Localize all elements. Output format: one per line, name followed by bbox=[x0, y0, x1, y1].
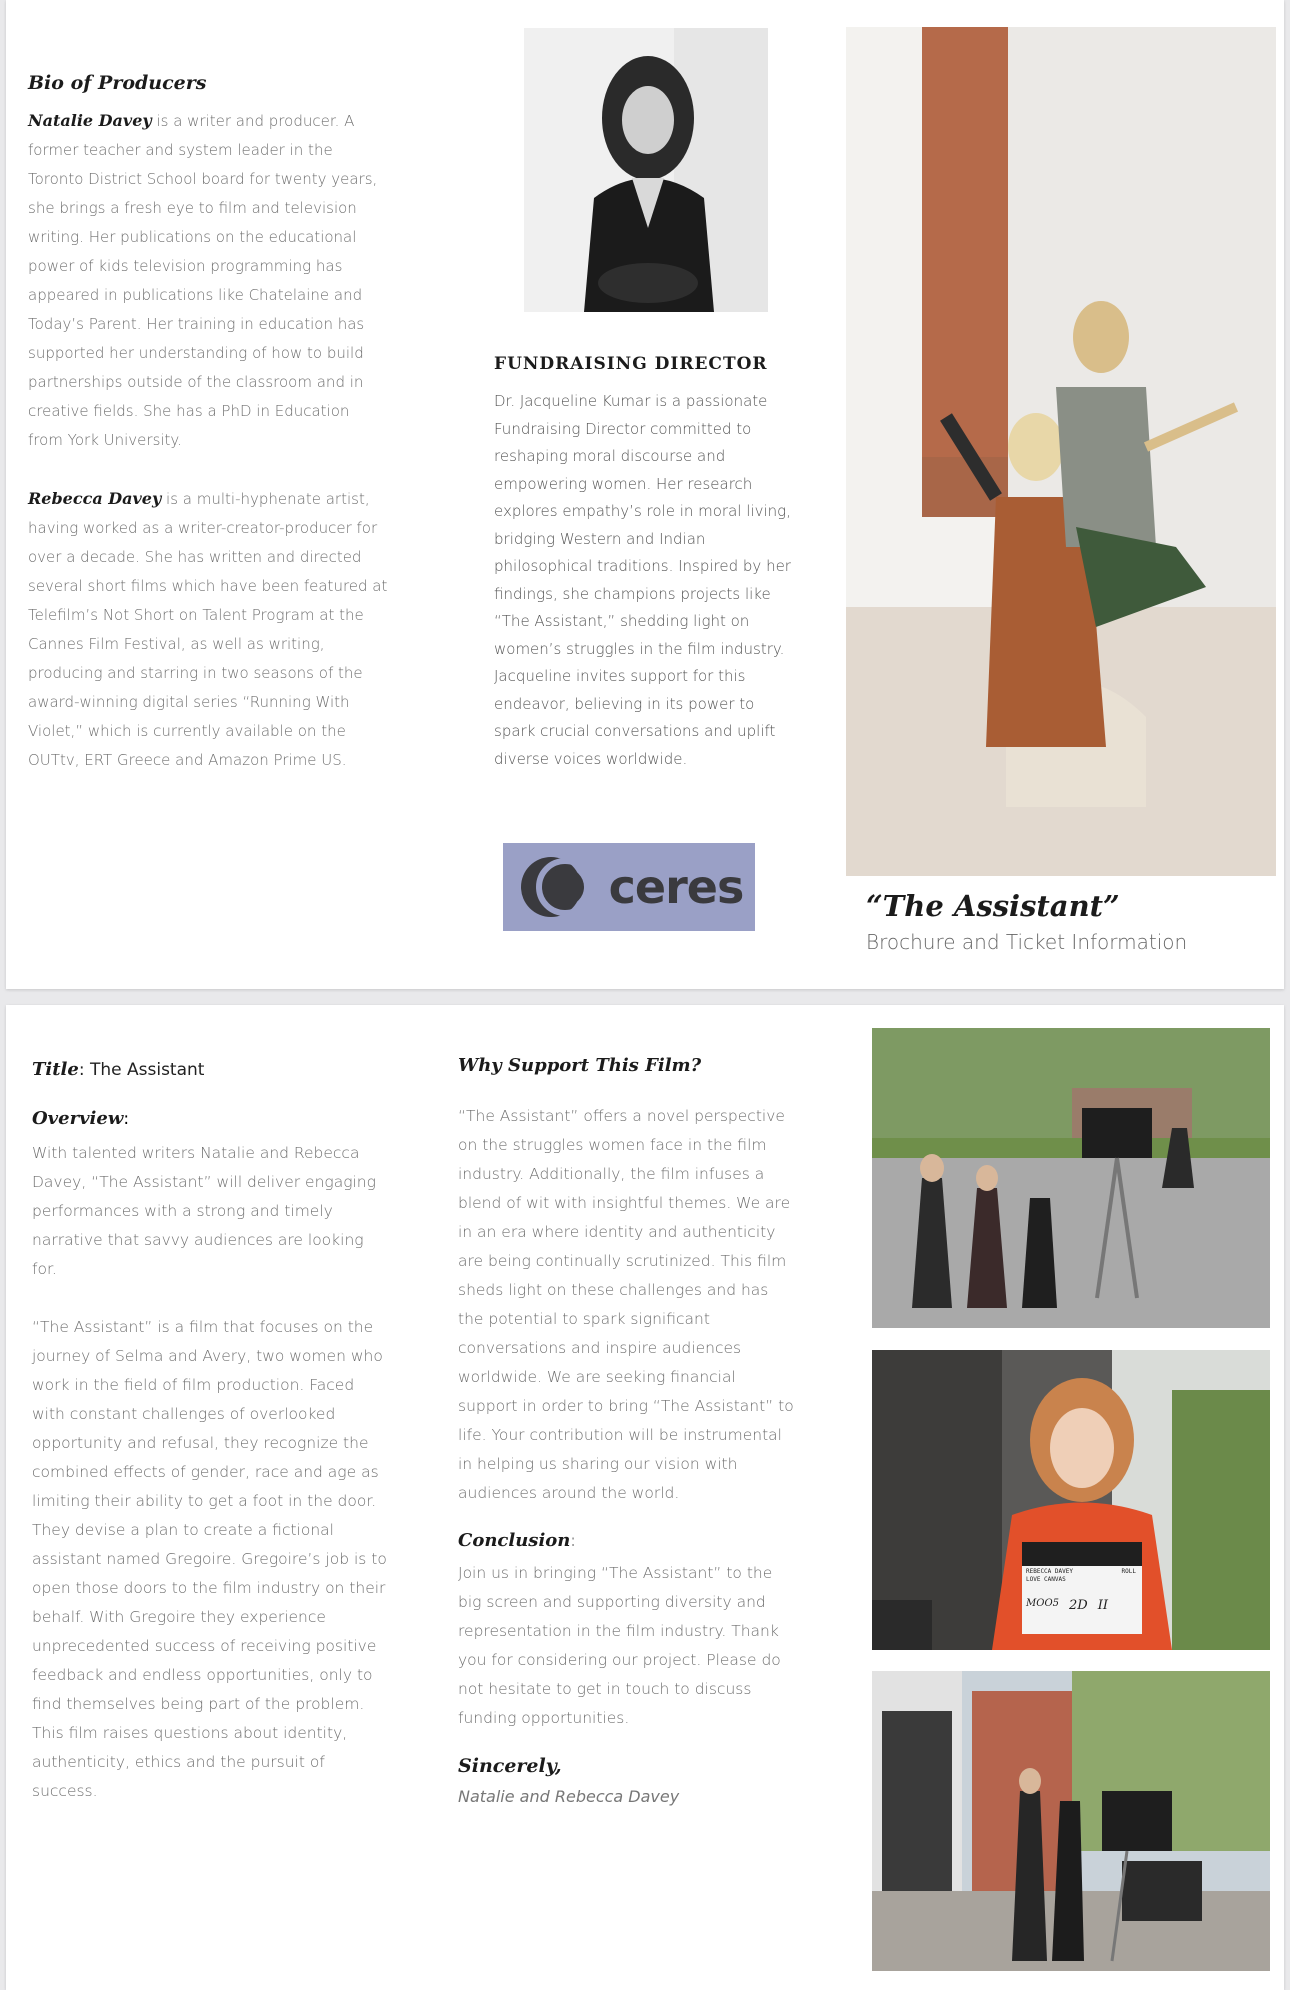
cover-title: “The Assistant” bbox=[866, 889, 1120, 923]
producers-heading: Bio of Producers bbox=[28, 72, 207, 94]
overview-label: Overview bbox=[32, 1108, 124, 1129]
sincerely-label: Sincerely, bbox=[458, 1755, 562, 1777]
film-title-line bbox=[32, 1059, 388, 1080]
cover-subtitle: Brochure and Ticket Information bbox=[866, 930, 1188, 954]
support-section bbox=[458, 1055, 798, 1806]
natalie-bio-text: is a writer and producer. A former teacher and system leader in the Toronto District School board for twenty years, she brings a fresh eye to film and television writing. Her publications on the educational power of kids television programming has appeared in publications like Chatelaine and Today’s Parent. Her training in education has supported her understanding of how to build partnerships outside of the classroom and in creative fields. She has a PhD in Education from York University. bbox=[28, 112, 378, 449]
ceres-logo bbox=[503, 843, 755, 931]
ceres-wordmark: ceres bbox=[608, 860, 744, 914]
clapperboard-photo bbox=[872, 1350, 1270, 1650]
fundraising-body: Dr. Jacqueline Kumar is a passionate Fundraising Director committed to reshaping moral discourse and empowering women. Her research explores empathy’s role in moral living, bridging Western and Indian philosophical traditions. Inspired by her findings, she champions projects like “The Assistant,” shedding light on women’s struggles in the film industry. Jacqueline invites support for this endeavor, believing in its power to spark crucial conversations and uplift diverse voices worldwide. bbox=[494, 392, 791, 768]
support-body: “The Assistant” offers a novel perspective on the struggles women face in the film industry. Additionally, the film infuses a blend of wit with insightful themes. We are in an era where identity and authenticity are being continually scrutinized. This film sheds light on these challenges and has the potential to spark significant conversations and inspire audiences worldwide. We are seeking financial support in order to bring “The Assistant” to life. Your contribution will be instrumental in helping us sharing our vision with audiences around the world. bbox=[458, 1107, 794, 1502]
title-label: Title bbox=[32, 1059, 79, 1080]
overview-paragraph-2: “The Assistant” is a film that focuses on the journey of Selma and Avery, two women who work in the field of film production. Faced with constant challenges of overlooked opportunity and refusal, they recognize the combined effects of gender, race and age as limiting their ability to get a foot in the door. They devise a plan to create a fictional assistant named Gregoire. Gregoire’s job is to open those doors to the film industry on their behalf. With Gregoire they experience unprecedented success of receiving positive feedback and endless opportunities, only to find themselves being part of the problem. This film raises questions about identity, authenticity, ethics and the pursuit of success. bbox=[32, 1318, 387, 1800]
director-portrait-photo bbox=[524, 28, 768, 312]
signature: Natalie and Rebecca Davey bbox=[458, 1787, 680, 1806]
fundraising-section bbox=[494, 354, 794, 773]
film-set-photo-2 bbox=[872, 1671, 1270, 1971]
producers-cover-photo bbox=[846, 27, 1276, 876]
clapper-values bbox=[1026, 1598, 1140, 1613]
clapper-line-1: REBECCA DAVEY bbox=[1026, 1568, 1073, 1575]
conclusion-colon: : bbox=[570, 1531, 576, 1550]
brochure-inner-panel bbox=[6, 1005, 1284, 1990]
clapper-line-2: LOVE CANVAS bbox=[1026, 1576, 1066, 1583]
clapper-roll: ROLL bbox=[1121, 1568, 1136, 1575]
clapper-cam: II bbox=[1097, 1598, 1108, 1613]
rebecca-bio bbox=[28, 484, 388, 775]
rebecca-name: Rebecca Davey bbox=[28, 489, 162, 508]
cover-text bbox=[866, 886, 1266, 954]
conclusion-body: Join us in bringing “The Assistant” to the big screen and supporting diversity and representation in the film industry. Thank you for considering our project. Please do not hesitate to get in touch to discuss funding opportunities. bbox=[458, 1564, 781, 1727]
support-heading: Why Support This Film? bbox=[458, 1055, 702, 1076]
conclusion-heading bbox=[458, 1530, 798, 1551]
clapperboard-text bbox=[1026, 1568, 1140, 1613]
clapper-take: 2D bbox=[1069, 1598, 1088, 1613]
ceres-mark-icon bbox=[515, 851, 599, 923]
brochure-outer-panel bbox=[6, 0, 1284, 989]
overview-colon: : bbox=[123, 1109, 130, 1129]
producers-section bbox=[28, 72, 388, 775]
natalie-bio bbox=[28, 106, 388, 455]
rebecca-bio-text: is a multi-hyphenate artist, having worked as a writer-creator-producer for over a decade. She has written and directed several short films which have been featured at Telefilm’s Not Short on Talent Program at the Cannes Film Festival, as well as writing, producing and starring in two seasons of the award-winning digital series “Running With Violet,” which is currently available on the OUTtv, ERT Greece and Amazon Prime US. bbox=[28, 490, 388, 769]
film-set-photo-1 bbox=[872, 1028, 1270, 1328]
clapper-scene: MOO5 bbox=[1026, 1598, 1059, 1609]
overview-paragraph-1: With talented writers Natalie and Rebecca Davey, “The Assistant” will deliver engaging performances with a strong and timely narrative that savvy audiences are looking for. bbox=[32, 1144, 376, 1278]
overview-section bbox=[32, 1059, 388, 1806]
natalie-name: Natalie Davey bbox=[28, 111, 152, 130]
fundraising-heading: FUNDRAISING DIRECTOR bbox=[494, 354, 768, 374]
conclusion-label: Conclusion bbox=[458, 1530, 571, 1551]
title-value: : The Assistant bbox=[78, 1060, 205, 1080]
overview-heading bbox=[32, 1108, 388, 1129]
